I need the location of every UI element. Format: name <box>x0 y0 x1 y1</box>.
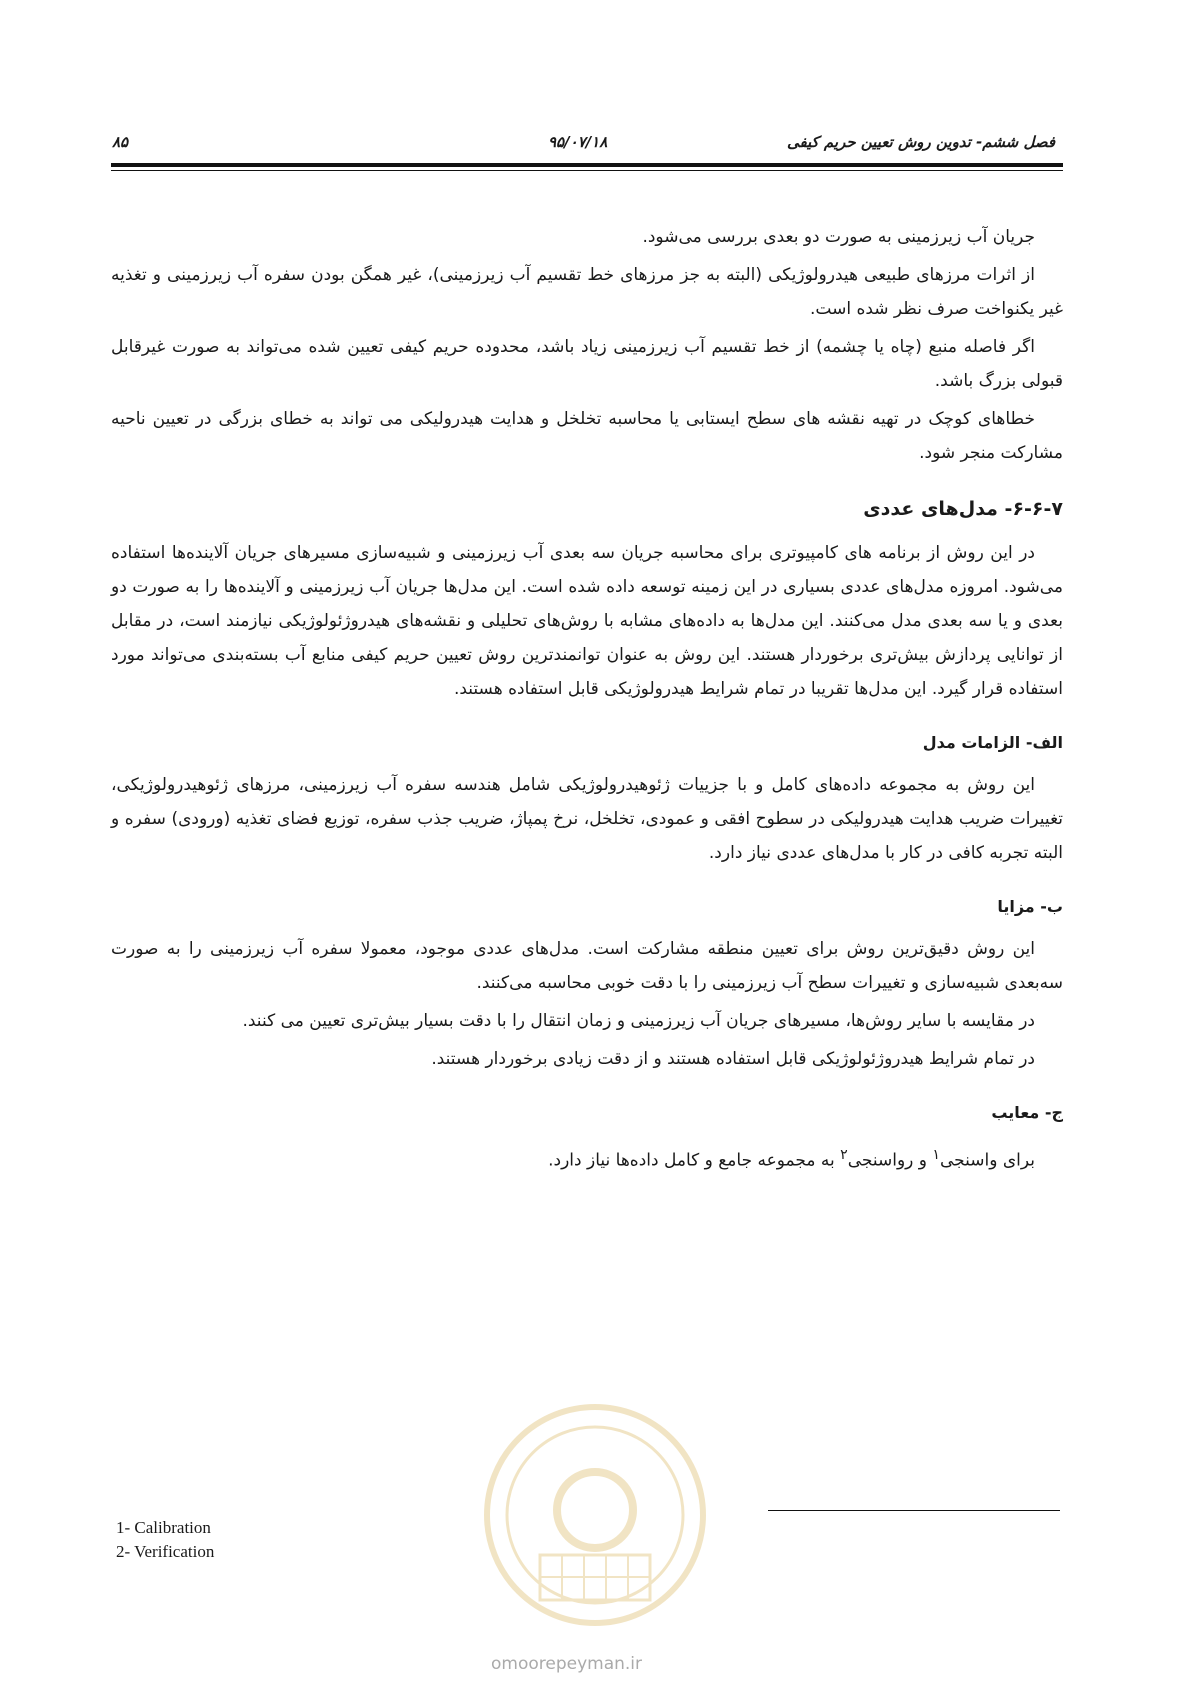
watermark-site: omoorepeyman.ir <box>491 1654 643 1674</box>
advantage-item: در مقایسه با سایر روش‌ها، مسیرهای جریان آب زیرزمینی و زمان انتقال را با دقت بسیار بیش‌تری تعیین می کنند. <box>242 1011 1035 1031</box>
disadvantages-text-a: برای واسنجی <box>940 1150 1035 1171</box>
section-heading: ۶-۶-۷- مدل‌های عددی <box>863 498 1063 520</box>
header-page-number: ۸۵ <box>112 133 129 151</box>
section-paragraph: در این روش از برنامه های کامپیوتری برای محاسبه جریان سه بعدی آب زیرزمینی و شبیه‌سازی مسیرهای جریان آلاینده‌ها استفاده می‌شود. امروزه مدل‌های عددی بسیاری در این زمینه توسعه داده شده است. این مدل‌ها جریان آب زیرزمینی و آلاینده‌ها را به صورت دو بعدی و یا سه بعدی مدل می‌کنند. این مدل‌ها به داده‌های مشابه با روش‌های تحلیلی و نقشه‌های هیدروژئولوژیکی نیازمند است، در مقابل از توانایی پردازش بیش‌تری برخوردار هستند. این روش به عنوان توانمندترین روش تعیین حریم کیفی منابع آب بسته‌بندی می‌تواند مورد استفاده قرار گیرد. این مدل‌ها تقریبا در تمام شرایط هیدرولوژیکی قابل استفاده هستند. <box>111 543 1063 699</box>
body-text <box>111 220 1063 1182</box>
footnote-2: 2- Verification <box>116 1542 215 1561</box>
header-rule-thin <box>111 170 1063 171</box>
header-rule-thick <box>111 163 1063 167</box>
paragraph: جریان آب زیرزمینی به صورت دو بعدی بررسی می‌شود. <box>642 227 1035 247</box>
footnote-rule <box>768 1510 1060 1511</box>
footnote-ref-1: ۱ <box>932 1147 940 1163</box>
advantage-item: در تمام شرایط هیدروژئولوژیکی قابل استفاده هستند و از دقت زیادی برخوردار هستند. <box>431 1049 1035 1069</box>
disadvantages-text-c: به مجموعه جامع و کامل داده‌ها نیاز دارد. <box>548 1150 841 1171</box>
advantages-heading: ب- مزایا <box>997 897 1063 916</box>
disadvantages-paragraph <box>111 1138 1063 1178</box>
paragraph: اگر فاصله منبع (چاه یا چشمه) از خط تقسیم آب زیرزمینی زیاد باشد، محدوده حریم کیفی تعیین شده می‌تواند به صورت غیرقابل قبولی بزرگ باشد. <box>111 337 1063 391</box>
paragraph: از اثرات مرزهای طبیعی هیدرولوژیکی (البته به جز مرزهای خط تقسیم آب زیرزمینی)، غیر همگن بودن سفره آب زیرزمینی و تغذیه غیر یکنواخت صرف نظر شده است. <box>111 265 1063 319</box>
header-date: ۹۵/۰۷/۱۸ <box>548 133 608 151</box>
watermark-seal-icon <box>480 1400 710 1630</box>
advantage-item: این روش دقیق‌ترین روش برای تعیین منطقه مشارکت است. مدل‌های عددی موجود، معمولا سفره آب زیرزمینی را به صورت سه‌بعدی شبیه‌سازی و تغییرات سطح آب زیرزمینی را با دقت خوبی محاسبه می‌کنند. <box>111 939 1063 993</box>
requirements-paragraph: این روش به مجموعه داده‌های کامل و با جزییات ژئوهیدرولوژیکی شامل هندسه سفره آب زیرزمینی، مرزهای ژئوهیدرولوژیکی، تغییرات ضریب هدایت هیدرولیکی در سطوح افقی و عمودی، تخلخل، نرخ پمپاژ، ضریب جذب سفره، توزیع فضای تغذیه (ورودی) سفره و البته تجربه کافی در کار با مدل‌های عددی نیاز دارد. <box>111 775 1063 863</box>
disadvantages-heading: ج- معایب <box>991 1103 1063 1122</box>
footnotes <box>116 1516 214 1564</box>
disadvantages-text-b: و رواسنجی <box>847 1150 933 1171</box>
requirements-heading: الف- الزامات مدل <box>922 733 1063 752</box>
footnote-ref-2: ۲ <box>840 1147 848 1163</box>
paragraph: خطاهای کوچک در تهیه نقشه های سطح ایستابی یا محاسبه تخلخل و هدایت هیدرولیکی می تواند به خطای بزرگی در تعیین ناحیه مشارکت منجر شود. <box>111 409 1063 463</box>
footnote-1: 1- Calibration <box>116 1518 211 1537</box>
header-chapter-title: فصل ششم- تدوین روش تعیین حریم کیفی <box>786 133 1055 151</box>
